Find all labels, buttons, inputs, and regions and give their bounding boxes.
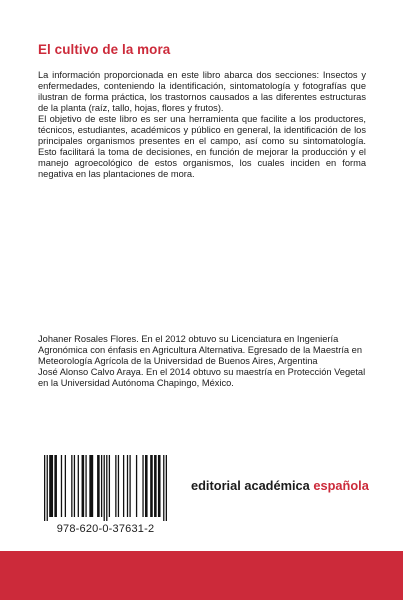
synopsis-paragraph-1: La información proporcionada en este libro abarca dos secciones: Insectos y enfermedades, conteniendo la identificación, sintomatología y fotografías que ilustran de forma práctica, los trastornos causados a las diferentes estructuras de la planta (raíz, tallo, hojas, flores y frutos). bbox=[38, 70, 366, 113]
barcode-bar-14 bbox=[104, 455, 105, 521]
barcode-bar-19 bbox=[123, 455, 124, 517]
barcode-bar-29 bbox=[166, 455, 167, 521]
barcode-bar-10 bbox=[85, 455, 86, 517]
barcode-bar-15 bbox=[106, 455, 107, 521]
barcode-bar-13 bbox=[101, 455, 102, 517]
barcode-bar-2 bbox=[49, 455, 53, 517]
barcode-bar-12 bbox=[97, 455, 100, 517]
author-bio-2: José Alonso Calvo Araya. En el 2014 obtuvo su maestría en Protección Vegetal en la Universidad Autónoma Chapingo, México. bbox=[38, 367, 366, 388]
barcode-bar-25 bbox=[150, 455, 153, 517]
barcode-bar-8 bbox=[78, 455, 79, 517]
barcode-bar-11 bbox=[89, 455, 93, 517]
authors-bio bbox=[38, 334, 368, 389]
barcode-bar-9 bbox=[82, 455, 85, 517]
isbn-number: 978-620-0-37631-2 bbox=[56, 523, 155, 535]
barcode-bar-1 bbox=[47, 455, 48, 521]
barcode-bar-4 bbox=[61, 455, 62, 517]
footer-color-band bbox=[0, 551, 403, 600]
barcode-bar-24 bbox=[145, 455, 148, 517]
book-title: El cultivo de la mora bbox=[38, 42, 171, 57]
barcode-bar-20 bbox=[127, 455, 128, 517]
barcode-bar-3 bbox=[54, 455, 57, 517]
barcode-bar-5 bbox=[65, 455, 66, 517]
barcode-bar-22 bbox=[136, 455, 137, 517]
publisher-name-part2: española bbox=[313, 478, 369, 493]
barcode-bar-18 bbox=[118, 455, 119, 517]
barcode-bar-26 bbox=[154, 455, 157, 517]
barcode-bar-17 bbox=[115, 455, 116, 517]
barcode-bar-21 bbox=[129, 455, 130, 517]
barcode-bar-6 bbox=[71, 455, 72, 517]
barcode-bar-16 bbox=[109, 455, 110, 517]
synopsis-paragraph-2: El objetivo de este libro es ser una herramienta que facilite a los productores, técnicos, estudiantes, académicos y público en general, la identificación de los principales organismos presentes en el campo, así como su sintomatología. Esto facilitará la toma de decisiones, en función de mejorar la producción y el manejo agroecológico de estos organismos, los cuales inciden en forma negativa en las plantaciones de mora. bbox=[38, 114, 366, 179]
author-bio-1: Johaner Rosales Flores. En el 2012 obtuvo su Licenciatura en Ingeniería Agronómica con énfasis en Agricultura Alternativa. Egresado de la Maestría en Meteorología Agrícola de la Universidad de Buenos Aires, Argentina bbox=[38, 334, 363, 366]
barcode-bar-23 bbox=[142, 455, 143, 517]
publisher-name bbox=[191, 478, 369, 493]
synopsis bbox=[38, 70, 366, 180]
barcode-bar-27 bbox=[158, 455, 161, 517]
isbn-barcode-box bbox=[38, 449, 173, 542]
barcode-bar-7 bbox=[74, 455, 75, 517]
barcode-bar-0 bbox=[44, 455, 45, 521]
barcode-icon bbox=[44, 455, 167, 521]
publisher-name-part1: editorial académica bbox=[191, 478, 314, 493]
barcode-bar-28 bbox=[163, 455, 164, 521]
